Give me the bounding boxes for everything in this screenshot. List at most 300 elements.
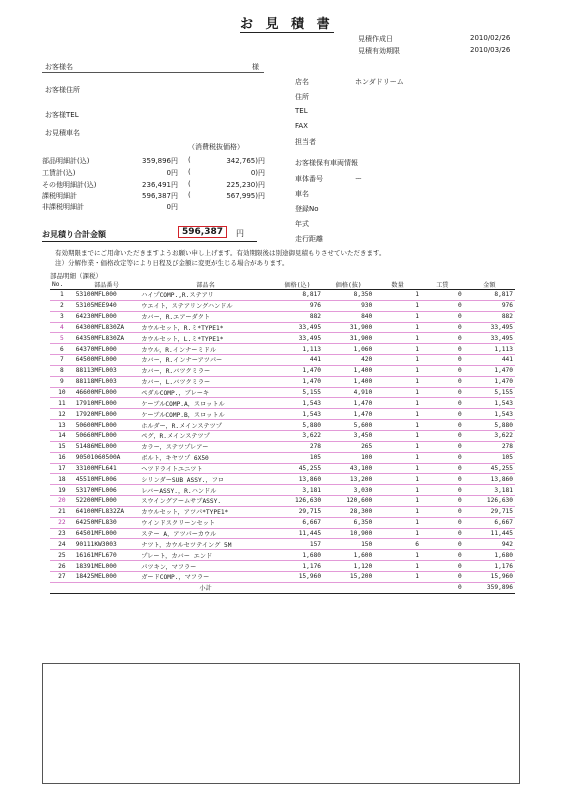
price-incl: 1,543 — [272, 409, 323, 420]
row-no: 16 — [50, 452, 74, 463]
price-incl: 976 — [272, 300, 323, 311]
col-quantity: 数量 — [374, 280, 421, 290]
part-number: 64500MFL000 — [74, 355, 140, 366]
amount: 15,960 — [464, 571, 515, 582]
summary-paren: ( — [188, 156, 191, 164]
row-no: 2 — [50, 300, 74, 311]
labor: 0 — [421, 290, 464, 301]
labor: 0 — [421, 496, 464, 507]
body-number-value: ー — [355, 175, 362, 183]
shop-name-value: ホンダドリーム — [355, 78, 404, 86]
summary-value: 0円 — [166, 203, 178, 211]
vehicle-name-label: お見積車名 — [45, 129, 80, 137]
part-name: レバーASSY.，R.ハンドル — [139, 485, 272, 496]
shop-name-label: 店名 — [295, 78, 309, 86]
part-number: 64100MFL832ZA — [74, 506, 140, 517]
summary-value: 596,387円 — [142, 192, 178, 200]
summary-label: 部品明細計(込) — [42, 157, 90, 165]
table-row — [50, 333, 515, 344]
price-excl: 1,470 — [323, 398, 374, 409]
table-row — [50, 528, 515, 539]
empty-cell — [272, 582, 323, 593]
quantity: 1 — [374, 387, 421, 398]
quantity: 1 — [374, 409, 421, 420]
price-excl: 3,450 — [323, 430, 374, 441]
part-name: ケーブルCOMP.A，スロットル — [139, 398, 272, 409]
labor: 0 — [421, 550, 464, 561]
part-number: 88118MFL003 — [74, 376, 140, 387]
amount: 33,495 — [464, 333, 515, 344]
summary-value: 359,896円 — [142, 157, 178, 165]
empty-cell — [323, 582, 374, 593]
part-name: カウルセット，R.ミ*TYPE1* — [139, 322, 272, 333]
amount: 45,255 — [464, 463, 515, 474]
price-excl: 840 — [323, 311, 374, 322]
price-incl: 5,880 — [272, 420, 323, 431]
amount: 3,622 — [464, 430, 515, 441]
labor: 0 — [421, 344, 464, 355]
row-no: 8 — [50, 365, 74, 376]
price-excl: 6,350 — [323, 517, 374, 528]
quantity: 1 — [374, 550, 421, 561]
price-incl: 1,176 — [272, 561, 323, 572]
amount: 1,176 — [464, 561, 515, 572]
part-number: 90501060500A — [74, 452, 140, 463]
price-excl: 265 — [323, 441, 374, 452]
quantity: 1 — [374, 463, 421, 474]
registration-label: 登録No — [295, 205, 319, 213]
price-incl: 1,543 — [272, 398, 323, 409]
quantity: 1 — [374, 300, 421, 311]
part-name: カバー，R.エアーダクト — [139, 311, 272, 322]
customer-tel-label: お客様TEL — [45, 111, 79, 119]
row-no: 20 — [50, 496, 74, 507]
footer-box-right — [519, 663, 520, 784]
quantity: 1 — [374, 528, 421, 539]
labor: 0 — [421, 528, 464, 539]
body-number-label: 車体番号 — [295, 175, 323, 183]
total-label: お見積り合計金額 — [42, 230, 106, 239]
labor: 0 — [421, 441, 464, 452]
price-excl: 43,100 — [323, 463, 374, 474]
quantity: 1 — [374, 355, 421, 366]
price-incl: 1,680 — [272, 550, 323, 561]
part-name: ケーブルCOMP.B，スロットル — [139, 409, 272, 420]
amount: 976 — [464, 300, 515, 311]
part-name: パツキン，マフラー — [139, 561, 272, 572]
price-excl: 8,350 — [323, 290, 374, 301]
amount: 1,470 — [464, 365, 515, 376]
part-number: 53100MFL000 — [74, 290, 140, 301]
quantity: 1 — [374, 322, 421, 333]
part-number: 64350MFL830ZA — [74, 333, 140, 344]
table-row — [50, 506, 515, 517]
page-title: お 見 積 書 — [240, 13, 334, 33]
summary-paren: ( — [188, 180, 191, 188]
part-name: カラー，ステツプレアー — [139, 441, 272, 452]
part-number: 52200MFL000 — [74, 496, 140, 507]
amount: 5,880 — [464, 420, 515, 431]
price-excl: 31,900 — [323, 333, 374, 344]
row-no: 17 — [50, 463, 74, 474]
table-row — [50, 409, 515, 420]
model-year-label: 年式 — [295, 220, 309, 228]
price-incl: 11,445 — [272, 528, 323, 539]
total-amount: 596,387 — [178, 226, 227, 238]
row-no: 18 — [50, 474, 74, 485]
table-row — [50, 387, 515, 398]
part-number: 17910MFL000 — [74, 398, 140, 409]
part-number: 88113MFL003 — [74, 365, 140, 376]
amount: 278 — [464, 441, 515, 452]
price-incl: 105 — [272, 452, 323, 463]
quantity: 1 — [374, 290, 421, 301]
part-name: ペグ，R.メインステツプ — [139, 430, 272, 441]
summary-ex-tax: 567,995)円 — [226, 192, 265, 200]
part-name: プレート，カバー エンド — [139, 550, 272, 561]
part-number: 64300MFL830ZA — [74, 322, 140, 333]
labor: 0 — [421, 355, 464, 366]
price-excl: 120,600 — [323, 496, 374, 507]
col-part-number: 部品番号 — [74, 280, 140, 290]
created-date-label: 見積作成日 — [358, 35, 393, 43]
footer-box-bottom — [42, 783, 520, 784]
row-no: 22 — [50, 517, 74, 528]
part-name: カバー，R.バツクミラー — [139, 365, 272, 376]
col-price-incl: 価格(込) — [272, 280, 323, 290]
row-no: 26 — [50, 561, 74, 572]
price-incl: 278 — [272, 441, 323, 452]
price-excl: 1,400 — [323, 376, 374, 387]
quantity: 1 — [374, 311, 421, 322]
price-incl: 1,470 — [272, 365, 323, 376]
price-incl: 5,155 — [272, 387, 323, 398]
part-number: 17920MFL000 — [74, 409, 140, 420]
customer-name-label: お客様名 — [45, 63, 73, 71]
row-no: 11 — [50, 398, 74, 409]
valid-until-label: 見積有効期限 — [358, 47, 400, 55]
part-name: ホルダー，R.メインステツプ — [139, 420, 272, 431]
labor: 0 — [421, 517, 464, 528]
row-no: 4 — [50, 322, 74, 333]
price-excl: 3,030 — [323, 485, 374, 496]
price-incl: 8,817 — [272, 290, 323, 301]
price-excl: 5,600 — [323, 420, 374, 431]
row-no: 23 — [50, 528, 74, 539]
amount: 1,543 — [464, 398, 515, 409]
part-name: ナツト，カウルセツテイング 5M — [139, 539, 272, 550]
summary-value: 236,491円 — [142, 181, 178, 189]
quantity: 1 — [374, 376, 421, 387]
price-incl: 6,667 — [272, 517, 323, 528]
car-name-label: 車名 — [295, 190, 309, 198]
table-row — [50, 517, 515, 528]
price-incl: 13,860 — [272, 474, 323, 485]
created-date-value: 2010/02/26 — [470, 34, 511, 42]
price-incl: 1,470 — [272, 376, 323, 387]
empty-cell — [50, 582, 74, 593]
summary-ex-tax: 342,765)円 — [226, 157, 265, 165]
mileage-label: 走行距離 — [295, 235, 323, 243]
price-excl: 1,060 — [323, 344, 374, 355]
row-no: 19 — [50, 485, 74, 496]
quantity: 1 — [374, 517, 421, 528]
part-number: 51486MEL000 — [74, 441, 140, 452]
amount: 33,495 — [464, 322, 515, 333]
price-incl: 45,255 — [272, 463, 323, 474]
summary-paren: ( — [188, 168, 191, 176]
price-excl: 10,900 — [323, 528, 374, 539]
part-name: カウルセット，L.ミ*TYPE1* — [139, 333, 272, 344]
quantity: 1 — [374, 571, 421, 582]
quantity: 1 — [374, 474, 421, 485]
subtotal-amount: 359,896 — [464, 582, 515, 593]
part-number: 90111KW3003 — [74, 539, 140, 550]
row-no: 25 — [50, 550, 74, 561]
vehicle-info-label: お客様保有車両情報 — [295, 159, 358, 167]
quantity: 1 — [374, 485, 421, 496]
labor: 0 — [421, 430, 464, 441]
price-excl: 31,900 — [323, 322, 374, 333]
table-row — [50, 539, 515, 550]
row-no: 21 — [50, 506, 74, 517]
part-name: カバー，L.バツクミラー — [139, 376, 272, 387]
price-excl: 150 — [323, 539, 374, 550]
labor: 0 — [421, 485, 464, 496]
amount: 3,181 — [464, 485, 515, 496]
part-name: ウエイト，ステアリングハンドル — [139, 300, 272, 311]
part-number: 18425MEL000 — [74, 571, 140, 582]
part-number: 64501MFL000 — [74, 528, 140, 539]
table-row — [50, 496, 515, 507]
shop-tel-label: TEL — [295, 107, 308, 115]
price-incl: 882 — [272, 311, 323, 322]
footer-box-left — [42, 663, 43, 783]
table-row — [50, 311, 515, 322]
part-name: ヘツドライトユニツト — [139, 463, 272, 474]
row-no: 9 — [50, 376, 74, 387]
amount: 8,817 — [464, 290, 515, 301]
part-number: 46600MFL000 — [74, 387, 140, 398]
quantity: 1 — [374, 365, 421, 376]
price-incl: 1,113 — [272, 344, 323, 355]
part-number: 50600MFL000 — [74, 420, 140, 431]
part-number: 16161MFL670 — [74, 550, 140, 561]
table-row — [50, 485, 515, 496]
parts-section-label: 部品明細（課税） — [50, 272, 102, 280]
summary-ex-tax: 225,230)円 — [226, 181, 265, 189]
labor: 0 — [421, 333, 464, 344]
price-incl: 126,630 — [272, 496, 323, 507]
part-name: ハイプCOMP.,R.ステアリ — [139, 290, 272, 301]
quantity: 1 — [374, 398, 421, 409]
table-row — [50, 430, 515, 441]
tax-excluded-header: （消費税抜価格） — [188, 143, 244, 151]
price-incl: 441 — [272, 355, 323, 366]
labor: 0 — [421, 420, 464, 431]
amount: 126,630 — [464, 496, 515, 507]
empty-cell — [74, 582, 140, 593]
row-no: 14 — [50, 430, 74, 441]
part-number: 53105MEE940 — [74, 300, 140, 311]
table-row — [50, 441, 515, 452]
row-no: 10 — [50, 387, 74, 398]
quantity: 1 — [374, 441, 421, 452]
part-name: シリンダーSUB ASSY.，フロ — [139, 474, 272, 485]
amount: 105 — [464, 452, 515, 463]
row-no: 6 — [50, 344, 74, 355]
labor: 0 — [421, 452, 464, 463]
table-row — [50, 550, 515, 561]
price-excl: 420 — [323, 355, 374, 366]
row-no: 27 — [50, 571, 74, 582]
labor: 0 — [421, 539, 464, 550]
price-incl: 3,622 — [272, 430, 323, 441]
row-no: 5 — [50, 333, 74, 344]
col-labor: 工賃 — [421, 280, 464, 290]
table-row — [50, 365, 515, 376]
price-incl: 157 — [272, 539, 323, 550]
quantity: 1 — [374, 496, 421, 507]
customer-address-label: お客様住所 — [45, 86, 80, 94]
parts-header-row — [50, 280, 515, 290]
quantity: 1 — [374, 561, 421, 572]
table-row — [50, 398, 515, 409]
row-no: 15 — [50, 441, 74, 452]
subtotal-labor: 0 — [421, 582, 464, 593]
part-name: ウインドスクリーンセット — [139, 517, 272, 528]
quantity: 1 — [374, 420, 421, 431]
total-underline — [42, 241, 257, 242]
table-row — [50, 376, 515, 387]
shop-staff-label: 担当者 — [295, 138, 316, 146]
labor: 0 — [421, 311, 464, 322]
table-row — [50, 344, 515, 355]
amount: 1,113 — [464, 344, 515, 355]
table-row — [50, 420, 515, 431]
subtotal-row — [50, 582, 515, 593]
quantity: 1 — [374, 506, 421, 517]
labor: 0 — [421, 506, 464, 517]
table-row — [50, 290, 515, 301]
validity-note: 有効期限までにご用命いただきますようお願い申し上げます。有効期限後は別途御見積もりさせていただきます。 — [55, 249, 386, 257]
summary-label: 非課税明細計 — [42, 203, 84, 211]
subtotal-label: 小計 — [139, 582, 272, 593]
customer-name-suffix: 様 — [252, 63, 259, 71]
col-price-excl: 価格(抜) — [323, 280, 374, 290]
shop-fax-label: FAX — [295, 122, 308, 130]
price-incl: 15,960 — [272, 571, 323, 582]
labor: 0 — [421, 561, 464, 572]
part-name: カウル，R.インナーミドル — [139, 344, 272, 355]
part-number: 53170MFL006 — [74, 485, 140, 496]
row-no: 12 — [50, 409, 74, 420]
customer-name-line — [42, 72, 264, 73]
total-unit: 円 — [236, 229, 244, 238]
labor: 0 — [421, 571, 464, 582]
amount: 942 — [464, 539, 515, 550]
amount: 1,470 — [464, 376, 515, 387]
amount: 441 — [464, 355, 515, 366]
summary-paren: ( — [188, 191, 191, 199]
table-row — [50, 463, 515, 474]
price-incl: 3,181 — [272, 485, 323, 496]
quantity: 6 — [374, 539, 421, 550]
part-name: ボルト，キヤツプ 6X50 — [139, 452, 272, 463]
change-note: 注）分解作業・価格改定等により日程及び金額に変更が生じる場合があります。 — [55, 259, 289, 267]
amount: 11,445 — [464, 528, 515, 539]
amount: 5,155 — [464, 387, 515, 398]
part-name: カバー，R.インナーアツパー — [139, 355, 272, 366]
labor: 0 — [421, 398, 464, 409]
amount: 29,715 — [464, 506, 515, 517]
quantity: 1 — [374, 344, 421, 355]
amount: 1,680 — [464, 550, 515, 561]
summary-ex-tax: 0)円 — [250, 169, 265, 177]
row-no: 13 — [50, 420, 74, 431]
labor: 0 — [421, 474, 464, 485]
labor: 0 — [421, 376, 464, 387]
summary-label: 工賃計(込) — [42, 169, 76, 177]
labor: 0 — [421, 463, 464, 474]
price-excl: 28,300 — [323, 506, 374, 517]
part-number: 33100MFL641 — [74, 463, 140, 474]
summary-label: 課税明細計 — [42, 192, 77, 200]
part-number: 45510MFL006 — [74, 474, 140, 485]
table-row — [50, 300, 515, 311]
col-no: No. — [50, 280, 74, 290]
part-name: スウイングアームサブASSY. — [139, 496, 272, 507]
row-no: 3 — [50, 311, 74, 322]
price-incl: 33,495 — [272, 322, 323, 333]
quantity: 1 — [374, 430, 421, 441]
price-excl: 1,120 — [323, 561, 374, 572]
labor: 0 — [421, 387, 464, 398]
col-part-name: 部品名 — [139, 280, 272, 290]
table-row — [50, 561, 515, 572]
parts-table — [50, 280, 515, 594]
part-name: カウルセット，アツパ*TYPE1* — [139, 506, 272, 517]
price-excl: 100 — [323, 452, 374, 463]
amount: 882 — [464, 311, 515, 322]
table-row — [50, 571, 515, 582]
amount: 6,667 — [464, 517, 515, 528]
amount: 13,860 — [464, 474, 515, 485]
price-incl: 33,495 — [272, 333, 323, 344]
table-row — [50, 355, 515, 366]
part-number: 64250MFL830 — [74, 517, 140, 528]
summary-label: その他明細計(込) — [42, 181, 97, 189]
summary-value: 0円 — [166, 169, 178, 177]
labor: 0 — [421, 322, 464, 333]
price-excl: 1,400 — [323, 365, 374, 376]
price-excl: 15,200 — [323, 571, 374, 582]
row-no: 7 — [50, 355, 74, 366]
quantity: 1 — [374, 333, 421, 344]
part-name: ガードCOMP.，マフラー — [139, 571, 272, 582]
row-no: 24 — [50, 539, 74, 550]
part-number: 18391MEL000 — [74, 561, 140, 572]
labor: 0 — [421, 365, 464, 376]
amount: 1,543 — [464, 409, 515, 420]
part-number: 64370MFL000 — [74, 344, 140, 355]
part-name: ペダルCOMP.，ブレーキ — [139, 387, 272, 398]
labor: 0 — [421, 300, 464, 311]
price-excl: 4,910 — [323, 387, 374, 398]
price-excl: 930 — [323, 300, 374, 311]
empty-cell — [374, 582, 421, 593]
quantity: 1 — [374, 452, 421, 463]
